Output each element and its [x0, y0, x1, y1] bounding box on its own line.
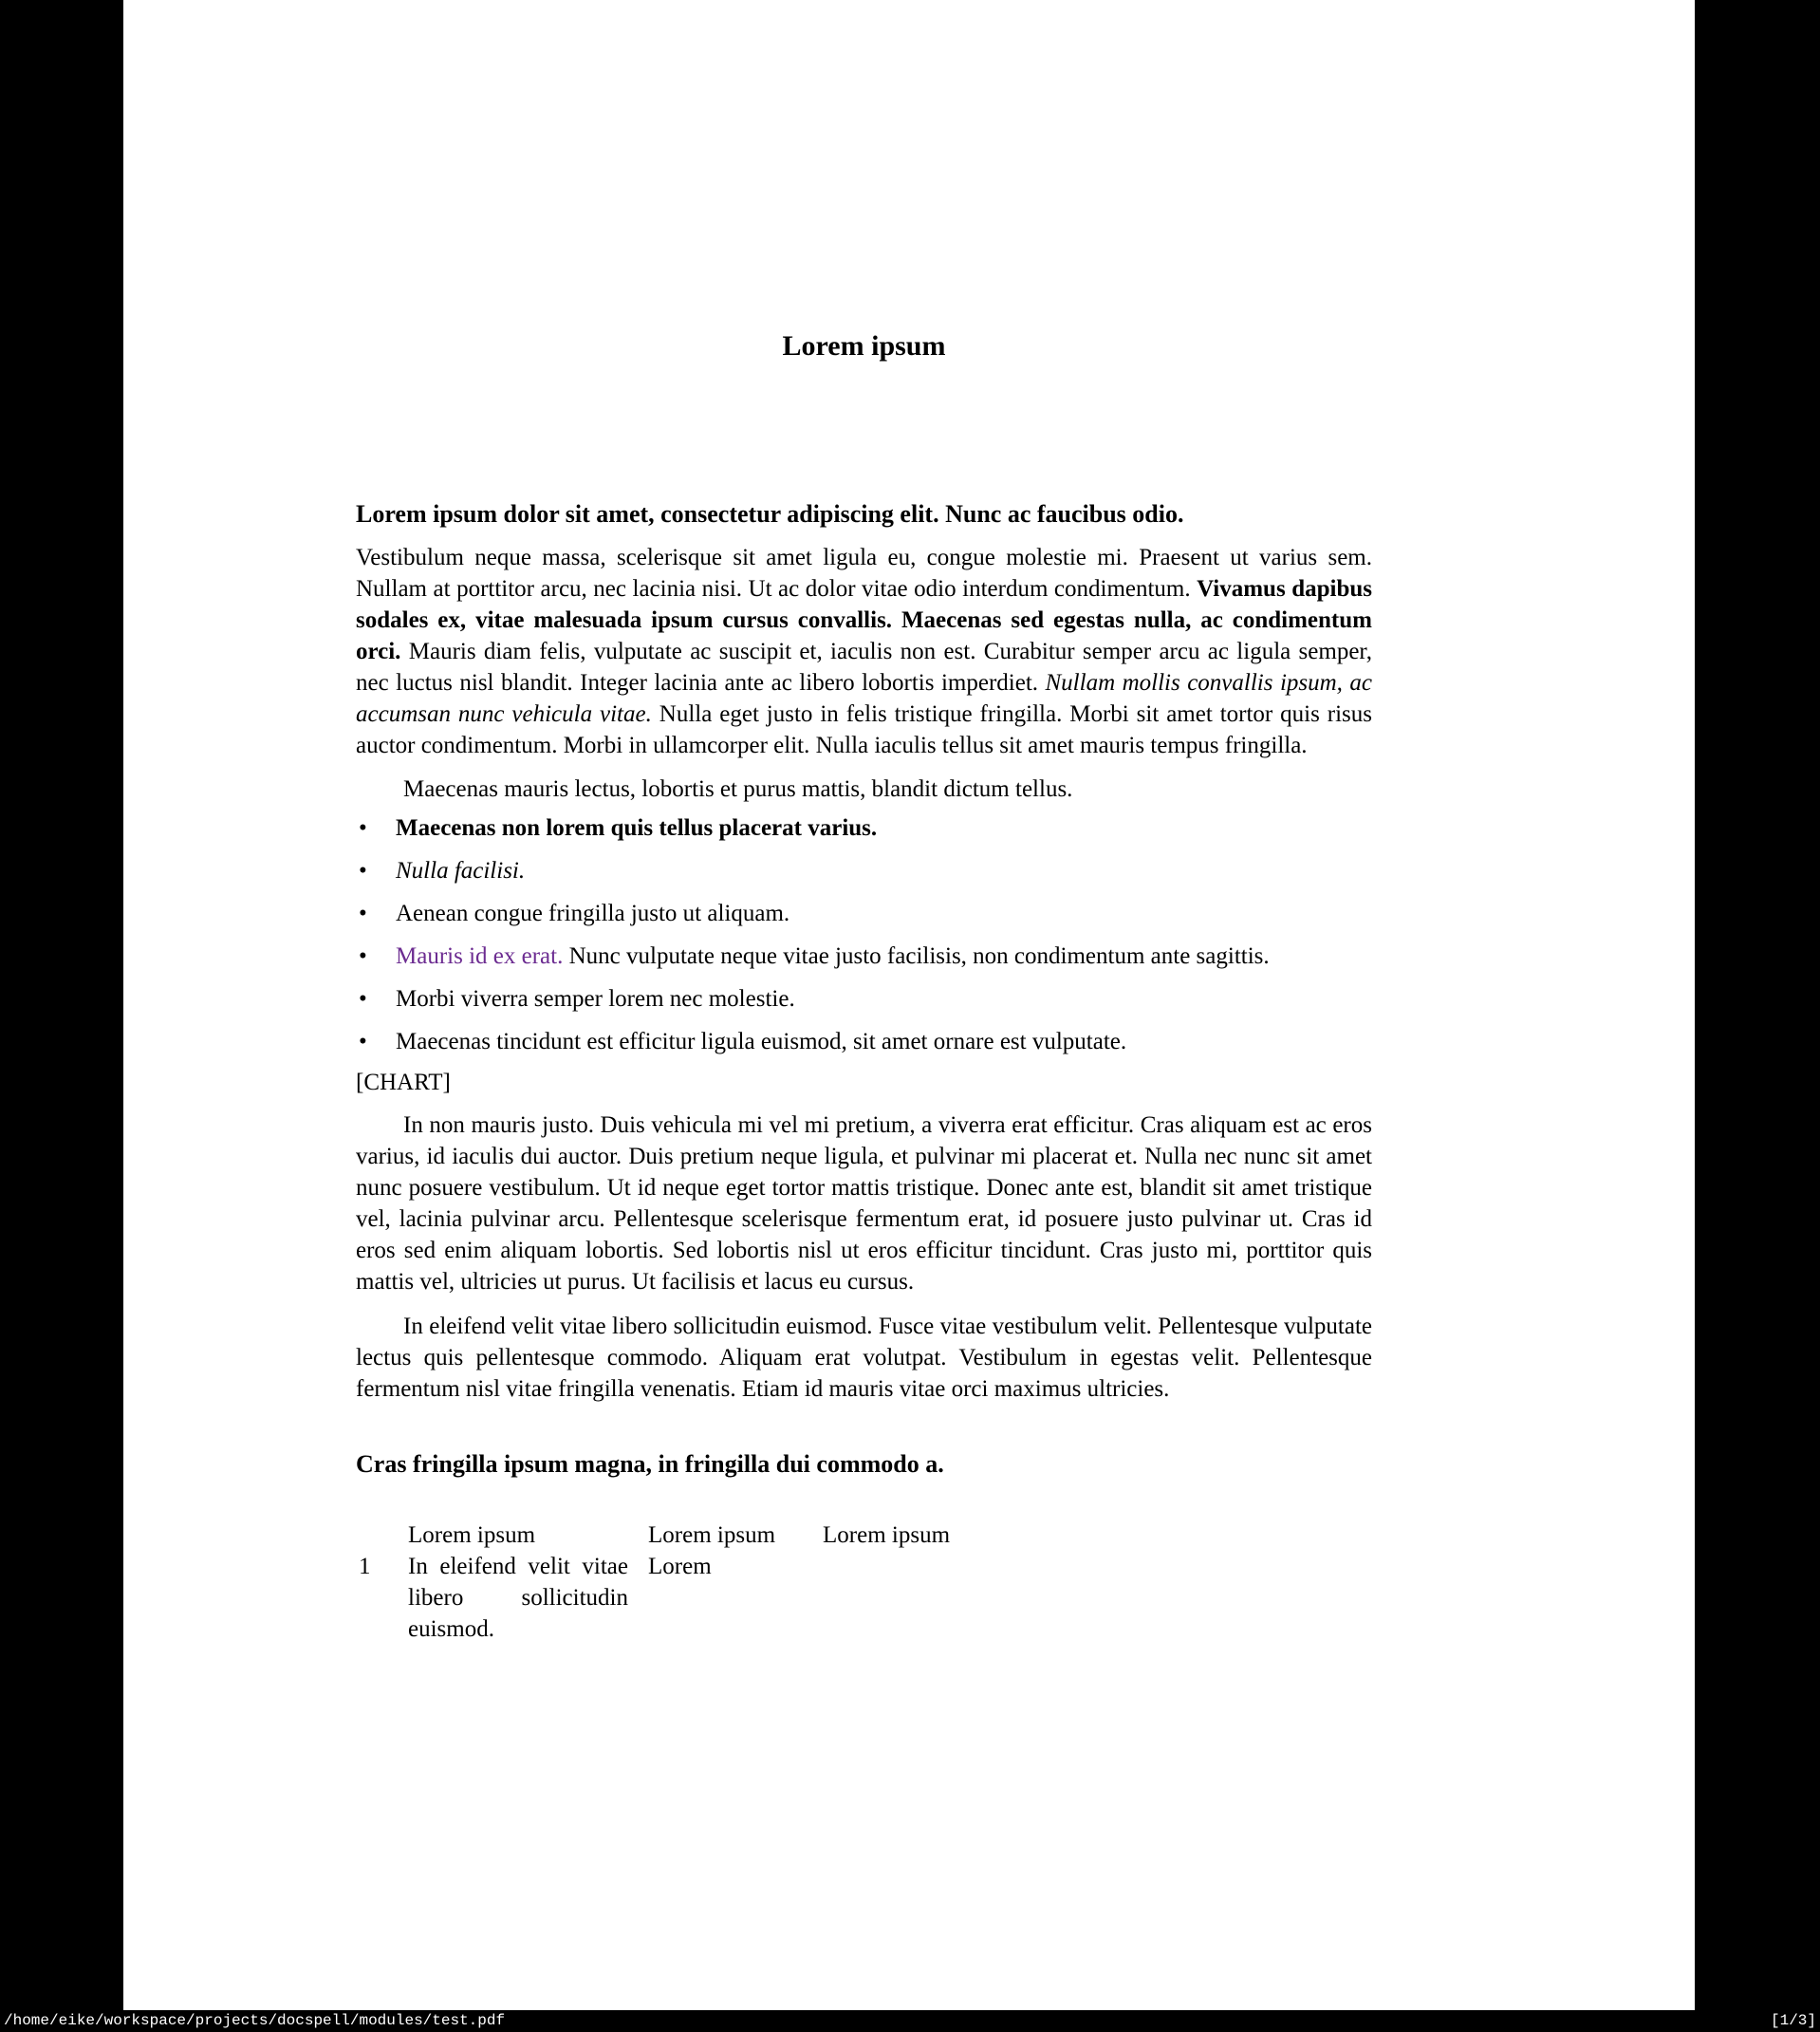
table-row — [356, 1551, 1372, 1645]
list-item — [356, 855, 1372, 886]
list-item-text-with-link[interactable]: Mauris id ex erat. Nunc vulputate neque vitae justo facilisis, non condimentum ante sagittis. — [396, 943, 1270, 969]
list-item-text: Nulla facilisi. — [396, 858, 526, 884]
paragraph-4: In eleifend velit vitae libero sollicitudin euismod. Fusce vitae vestibulum velit. Pellentesque vulputate lectus quis pellentesque commodo. Aliquam erat volutpat. Vestibulum in egestas velit. Pellentesque fermentum nisl vitae fringilla venenatis. Etiam id mauris vitae orci maximus ultricies. — [356, 1314, 1372, 1402]
list-item-text: Aenean congue fringilla justo ut aliquam. — [396, 901, 790, 926]
document-table — [356, 1519, 1372, 1645]
bullet-icon: • — [359, 815, 367, 841]
table-header-col1: Lorem ipsum — [408, 1522, 536, 1548]
statusbar-page-indicator: [1/3] — [1770, 2012, 1816, 2029]
table-header-corner — [356, 1519, 408, 1551]
section-heading-2: Cras fringilla ipsum magna, in fringilla dui commodo a. — [356, 1450, 944, 1478]
table-header-row — [356, 1519, 1372, 1551]
list-item[interactable] — [356, 941, 1372, 972]
list-item-text: Maecenas tincidunt est efficitur ligula euismod, sit amet ornare est vulputate. — [396, 1029, 1127, 1054]
paragraph-3: In non mauris justo. Duis vehicula mi vel mi pretium, a viverra erat efficitur. Cras aliquam est ac eros varius, id iaculis dui auctor. Duis pretium neque ligula, et pulvinar mi placerat et. Nulla nec nunc sit amet nunc posuere vestibulum. Ut id neque eget tortor mattis tristique. Donec ante est, blandit sit amet tristique vel, lacinia pulvinar arcu. Pellentesque scelerisque fermentum erat, id posuere justo pulvinar ut. Cras id eros sed enim aliquam lobortis. Sed lobortis nisl ut eros efficitur tincidunt. Cras justo mi, porttitor quis mattis vel, ultricies ut purus. Ut facilisis et lacus eu cursus. — [356, 1112, 1372, 1295]
bullet-icon: • — [359, 858, 367, 884]
statusbar — [0, 2010, 1820, 2032]
bullet-icon: • — [359, 901, 367, 926]
pdf-page[interactable] — [123, 0, 1695, 2010]
statusbar-file-path: /home/eike/workspace/projects/docspell/modules/test.pdf — [4, 2012, 506, 2029]
paragraph-2: Maecenas mauris lectus, lobortis et purus mattis, blandit dictum tellus. — [403, 776, 1073, 802]
table-cell-col3 — [823, 1551, 1372, 1645]
list-item — [356, 898, 1372, 929]
table-cell-col1: In eleifend velit vitae libero sollicitudin euismod. — [408, 1554, 628, 1642]
list-item — [356, 983, 1372, 1015]
chart-placeholder: [CHART] — [356, 1070, 451, 1095]
table-header-col2: Lorem ipsum — [648, 1522, 776, 1548]
list-item-text: Maecenas non lorem quis tellus placerat varius. — [396, 815, 878, 841]
bullet-list — [356, 812, 1372, 1057]
list-item-text: Morbi viverra semper lorem nec molestie. — [396, 986, 795, 1012]
document-title: Lorem ipsum — [782, 330, 946, 362]
section-heading-1: Lorem ipsum dolor sit amet, consectetur adipiscing elit. Nunc ac faucibus odio. — [356, 500, 1184, 528]
bullet-icon: • — [359, 943, 367, 969]
paragraph-1: Vestibulum neque massa, scelerisque sit amet ligula eu, congue molestie mi. Praesent ut varius sem. Nullam at porttitor arcu, nec lacinia nisi. Ut ac dolor vitae odio interdum condimentum. Vivamus dapibus sodales ex, vitae malesuada ipsum cursus convallis. Maecenas sed egestas nulla, ac condimentum orci. Mauris diam felis, vulputate ac suscipit et, iaculis non est. Curabitur semper arcu ac ligula semper, nec luctus nisl blandit. Integer lacinia ante ac libero lobortis imperdiet. Nullam mollis convallis ipsum, ac accumsan nunc vehicula vitae. Nulla eget justo in felis tristique fringilla. Morbi sit amet tortor quis risus auctor condimentum. Morbi in ullamcorper elit. Nulla iaculis tellus sit amet mauris tempus fringilla. — [356, 545, 1372, 758]
list-item — [356, 1026, 1372, 1057]
pdf-page-content — [356, 0, 1372, 1645]
list-item — [356, 812, 1372, 844]
bullet-icon: • — [359, 1029, 367, 1054]
bullet-icon: • — [359, 986, 367, 1012]
table-header-col3: Lorem ipsum — [823, 1522, 951, 1548]
table-row-number: 1 — [359, 1554, 371, 1579]
table-cell-col2: Lorem — [648, 1554, 712, 1579]
